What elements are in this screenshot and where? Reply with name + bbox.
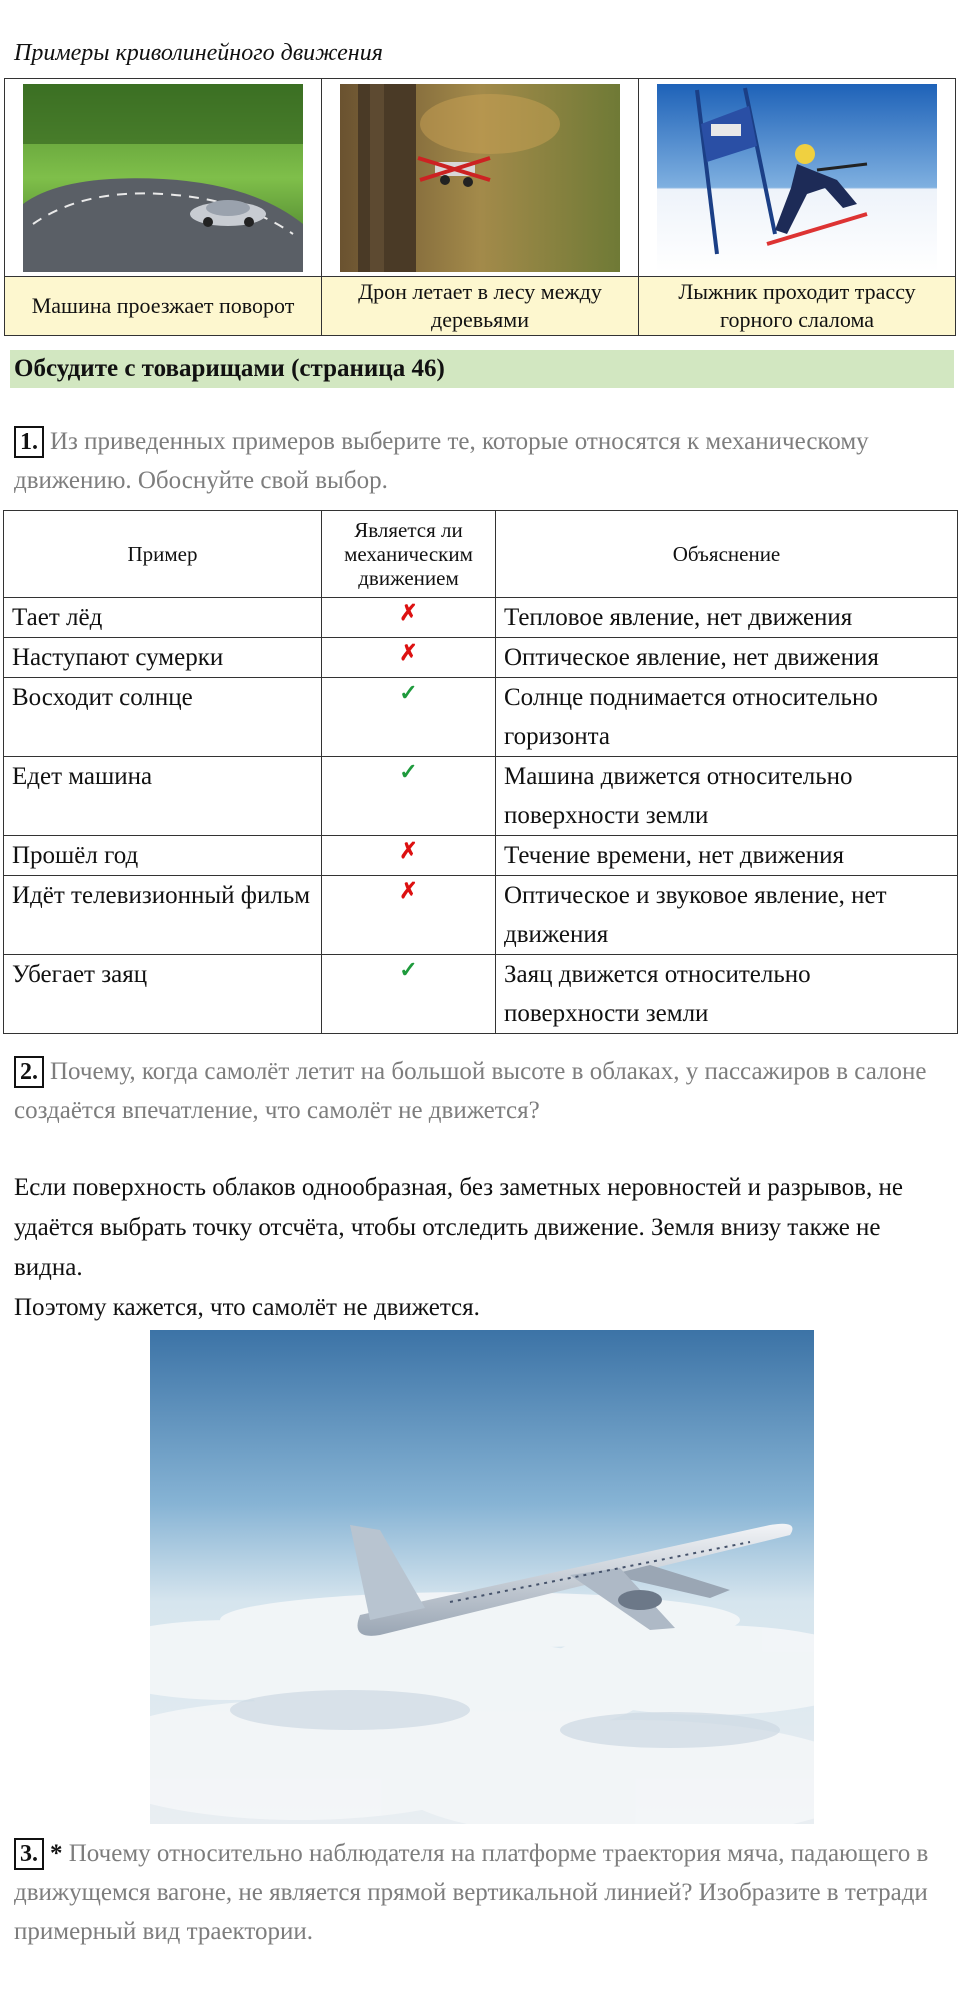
slalom-skier-photo	[657, 84, 937, 272]
drone-in-forest-photo	[340, 84, 620, 272]
example-cell: Убегает заяц	[4, 955, 322, 1034]
mechanical-motion-table	[3, 510, 958, 1034]
explanation-cell: Оптическое явление, нет движения	[496, 638, 958, 678]
column-header: Объяснение	[496, 511, 958, 598]
cross-icon: ✗	[399, 600, 418, 625]
table-row	[4, 757, 958, 836]
example-cell: Восходит солнце	[4, 678, 322, 757]
car-on-curve-photo	[23, 84, 303, 272]
example-label: Машина проезжает поворот	[5, 277, 322, 336]
check-icon: ✓	[399, 759, 418, 784]
example-label: Лыжник проходит трассу горного слалома	[639, 277, 956, 336]
explanation-cell: Течение времени, нет движения	[496, 836, 958, 876]
check-icon: ✓	[399, 957, 418, 982]
table-row	[4, 598, 958, 638]
cross-icon: ✗	[399, 838, 418, 863]
example-image-cell	[639, 79, 956, 277]
answer-2	[14, 1168, 944, 1328]
curvilinear-examples-table	[4, 78, 956, 336]
example-image-cell	[322, 79, 639, 277]
examples-caption: Примеры криволинейного движения	[14, 40, 383, 66]
answer-paragraph: Поэтому кажется, что самолёт не движется.	[14, 1294, 480, 1321]
table-header-row	[4, 511, 958, 598]
example-image-cell	[5, 79, 322, 277]
table-row	[4, 836, 958, 876]
table-row	[4, 638, 958, 678]
cross-icon: ✗	[399, 878, 418, 903]
column-header: Является ли механическим движением	[322, 511, 496, 598]
table-row	[4, 955, 958, 1034]
explanation-cell: Заяц движется относительно поверхности земли	[496, 955, 958, 1034]
airplane-above-clouds-photo	[150, 1330, 814, 1824]
question-1	[14, 422, 944, 500]
example-cell: Едет машина	[4, 757, 322, 836]
explanation-cell: Машина движется относительно поверхности земли	[496, 757, 958, 836]
explanation-cell: Тепловое явление, нет движения	[496, 598, 958, 638]
section-title: Обсудите с товарищами (страница 46)	[10, 350, 954, 388]
question-number: 2.	[14, 1056, 44, 1088]
question-number: 3.	[14, 1838, 44, 1870]
example-cell: Прошёл год	[4, 836, 322, 876]
question-number: 1.	[14, 426, 44, 458]
table-row	[4, 678, 958, 757]
example-cell: Тает лёд	[4, 598, 322, 638]
question-text: Почему, когда самолёт летит на большой высоте в облаках, у пассажиров в салоне создаётся впечатление, что самолёт не движется?	[14, 1058, 927, 1124]
explanation-cell: Оптическое и звуковое явление, нет движения	[496, 876, 958, 955]
question-text: Из приведенных примеров выберите те, которые относятся к механическому движению. Обоснуйте свой выбор.	[14, 428, 869, 494]
cross-icon: ✗	[399, 640, 418, 665]
question-text: Почему относительно наблюдателя на платформе траектория мяча, падающего в движущемся вагоне, не является прямой вертикальной линией? Изобразите в тетради примерный вид траектории.	[14, 1840, 929, 1945]
table-row	[4, 876, 958, 955]
question-2	[14, 1052, 944, 1130]
check-icon: ✓	[399, 680, 418, 705]
column-header: Пример	[4, 511, 322, 598]
star-mark: *	[50, 1840, 63, 1867]
question-3	[14, 1834, 944, 1951]
example-cell: Идёт телевизионный фильм	[4, 876, 322, 955]
example-cell: Наступают сумерки	[4, 638, 322, 678]
explanation-cell: Солнце поднимается относительно горизонта	[496, 678, 958, 757]
answer-paragraph: Если поверхность облаков однообразная, без заметных неровностей и разрывов, не удаётся выбрать точку отсчёта, чтобы отследить движение. Земля внизу также не видна.	[14, 1174, 903, 1281]
example-label: Дрон летает в лесу между деревьями	[322, 277, 639, 336]
